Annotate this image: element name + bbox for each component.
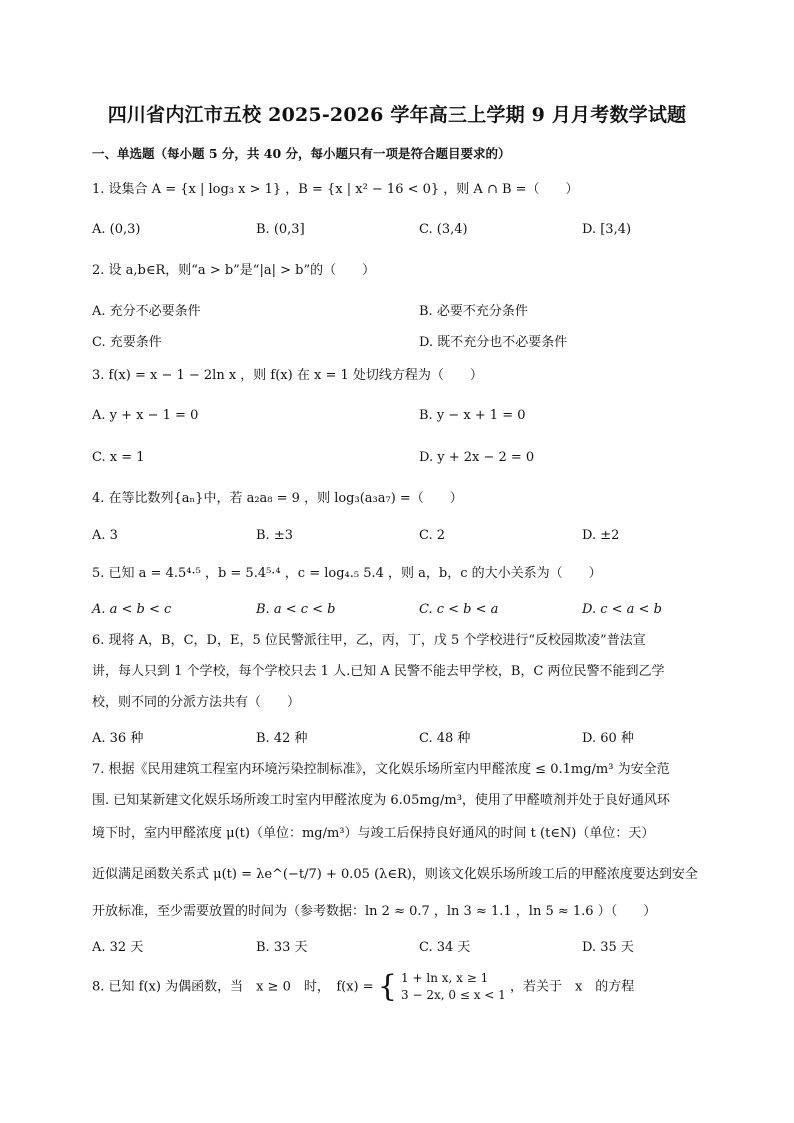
option-c: C. (3,4) xyxy=(419,222,468,237)
option-c: C. 48 种 xyxy=(419,731,471,746)
question-4-options xyxy=(92,528,704,546)
question-7-line-4: 近似满足函数关系式 μ(t) = λe^(−t/7) + 0.05 (λ∈R)，则该文化娱乐场所竣工后的甲醛浓度要达到安全 xyxy=(92,867,698,882)
question-6-stem xyxy=(92,633,704,711)
question-6-options xyxy=(92,727,704,745)
question-8-prefix: 8. 已知 f(x) 为偶函数，当 x ≥ 0 时， f(x) = xyxy=(92,979,374,995)
option-b: B. 必要不充分条件 xyxy=(419,304,528,319)
option-a: A. (0,3) xyxy=(92,222,141,237)
question-8-stem xyxy=(92,970,704,1010)
question-7-line-2: 围. 已知某新建文化娱乐场所竣工时室内甲醛浓度为 6.05mg/m³，使用了甲醛喷剂并处于良好通风环 xyxy=(92,793,670,808)
option-d: D. 既不充分也不必要条件 xyxy=(419,335,568,350)
question-1-stem: 1. 设集合 A = {x | log₃ x > 1} ，B = {x | x² − 16 < 0} ，则 A ∩ B =（ ） xyxy=(92,182,579,197)
option-c: C. 充要条件 xyxy=(92,335,162,350)
question-6-line-2: 讲，每人只到 1 个学校，每个学校只去 1 人.已知 A 民警不能去甲学校，B，C 两位民警不能到乙学 xyxy=(92,664,665,679)
piecewise-case-2: 3 − 2x, 0 ≤ x < 1 xyxy=(401,988,506,1002)
option-d: D. y + 2x − 2 = 0 xyxy=(419,450,535,465)
option-b: B. y − x + 1 = 0 xyxy=(419,408,526,423)
option-c: C. 2 xyxy=(419,528,446,543)
option-c: C. 34 天 xyxy=(419,940,471,955)
question-7-line-5: 开放标准，至少需要放置的时间为（参考数据：ln 2 ≈ 0.7 ，ln 3 ≈ 1.1 ，ln 5 ≈ 1.6 ）（ ） xyxy=(92,904,657,919)
question-3-stem: 3. f(x) = x − 1 − 2ln x ，则 f(x) 在 x = 1 处切线方程为（ ） xyxy=(92,368,483,383)
section-heading: 一、单选题（每小题 5 分，共 40 分，每小题只有一项是符合题目要求的） xyxy=(92,146,511,161)
option-d: D. ±2 xyxy=(582,528,620,543)
page-title: 四川省内江市五校 2025-2026 学年高三上学期 9 月月考数学试题 xyxy=(107,104,687,126)
question-5-stem: 5. 已知 a = 4.5⁴·⁵ ，b = 5.4⁵·⁴ ，c = log₄.₅ 5.4 ，则 a，b，c 的大小关系为（ ） xyxy=(92,566,602,581)
question-4-stem: 4. 在等比数列{aₙ}中，若 a₂a₈ = 9 ，则 log₃(a₃a₇) =（ ） xyxy=(92,491,463,506)
option-d: D. 35 天 xyxy=(582,940,634,955)
question-8-suffix: ，若关于 x 的方程 xyxy=(509,979,635,995)
question-7-options xyxy=(92,936,704,954)
option-b: B. a < c < b xyxy=(256,602,336,617)
piecewise-brace: { xyxy=(377,969,397,1004)
question-1-options xyxy=(92,222,704,240)
option-b: B. 33 天 xyxy=(256,940,308,955)
option-d: D. c < a < b xyxy=(582,602,662,617)
option-b: B. 42 种 xyxy=(256,731,308,746)
option-a: A. 3 xyxy=(92,528,118,543)
piecewise-case-1: 1 + ln x, x ≥ 1 xyxy=(401,971,489,985)
option-a: A. 36 种 xyxy=(92,731,144,746)
question-3-options-row2 xyxy=(92,450,704,468)
option-b: B. (0,3] xyxy=(256,222,305,237)
question-3-options-row1 xyxy=(92,408,704,426)
option-c: C. c < b < a xyxy=(419,602,499,617)
option-a: A. y + x − 1 = 0 xyxy=(92,408,199,423)
question-2-options-row2 xyxy=(92,331,704,349)
question-2-options-row1 xyxy=(92,300,704,318)
option-d: D. [3,4) xyxy=(582,222,632,237)
option-c: C. x = 1 xyxy=(92,450,145,465)
question-6-line-1: 6. 现将 A，B，C，D，E，5 位民警派往甲，乙，丙，丁，戊 5 个学校进行“反校园欺凌”普法宣 xyxy=(92,633,646,648)
option-b: B. ±3 xyxy=(256,528,293,543)
question-7-line-1: 7. 根据《民用建筑工程室内环境污染控制标准》，文化娱乐场所室内甲醛浓度 ≤ 0.1mg/m³ 为安全范 xyxy=(92,762,670,777)
piecewise-cases xyxy=(401,970,506,1004)
question-6-line-3: 校，则不同的分派方法共有（ ） xyxy=(92,695,301,710)
option-a: A. 充分不必要条件 xyxy=(92,304,201,319)
option-a: A. a < b < c xyxy=(92,602,172,617)
option-d: D. 60 种 xyxy=(582,731,634,746)
option-a: A. 32 天 xyxy=(92,940,144,955)
question-2-stem: 2. 设 a,b∈R，则“a > b”是“|a| > b”的（ ） xyxy=(92,263,376,278)
question-5-options xyxy=(92,602,704,620)
question-7-line-3: 境下时，室内甲醛浓度 μ(t)（单位：mg/m³）与竣工后保持良好通风的时间 t (t∈N)（单位：天） xyxy=(92,826,655,841)
